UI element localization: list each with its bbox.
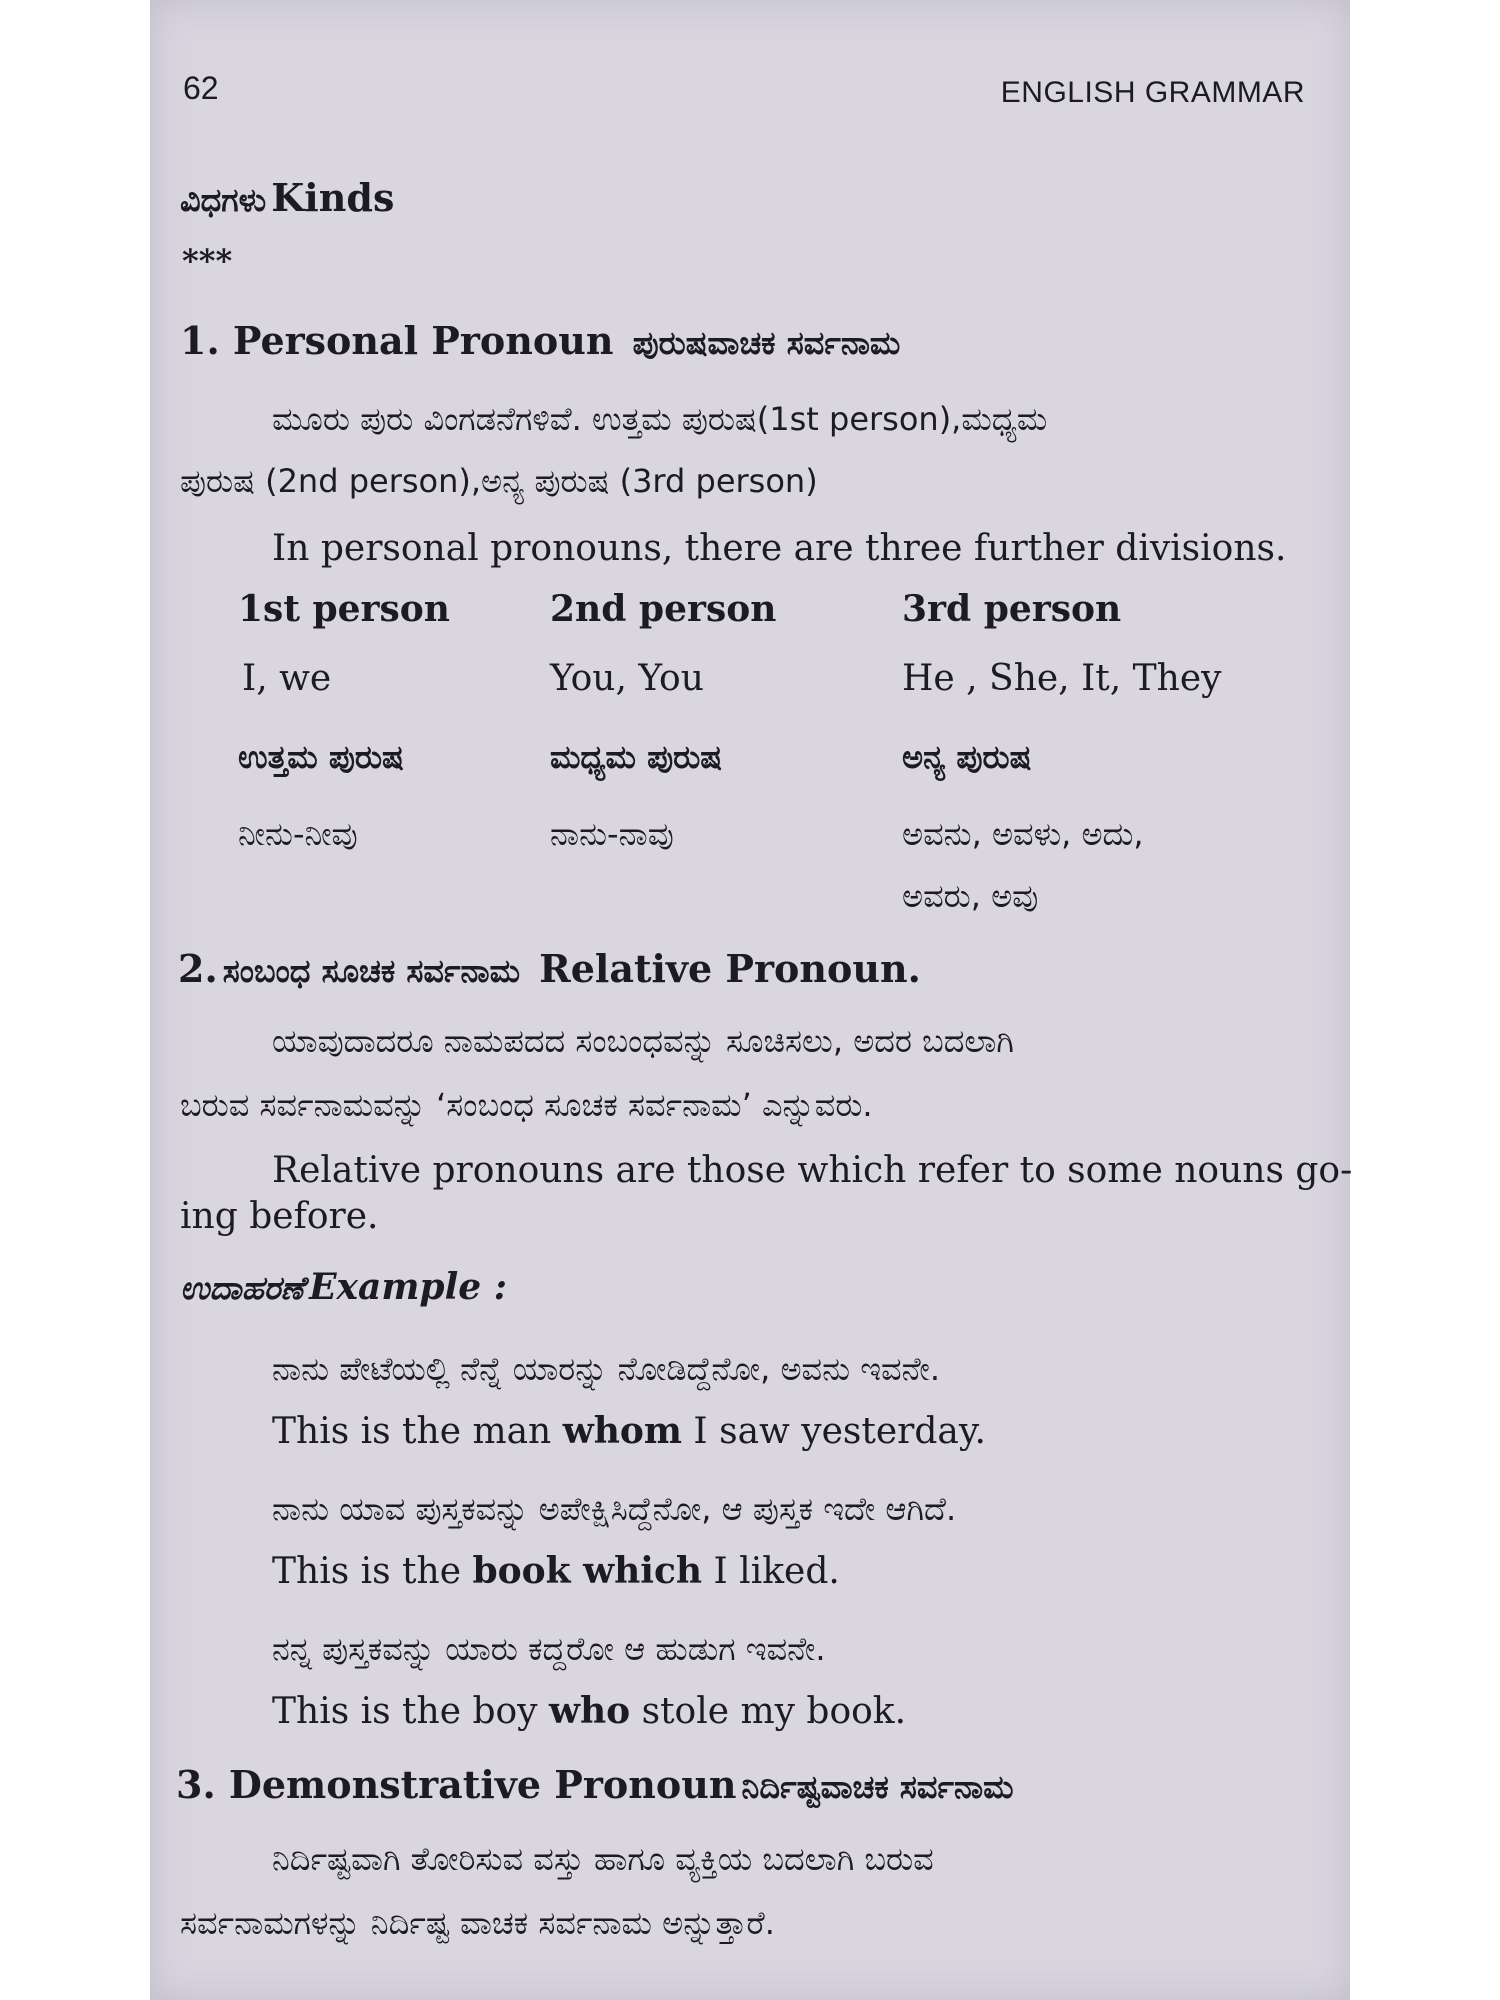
section2-english-line2: ing before. — [180, 1196, 379, 1237]
example2-english-pre: This is the — [272, 1551, 473, 1592]
stars-separator: *** — [182, 242, 233, 280]
example2-english-bold: book which — [472, 1550, 703, 1592]
example2-english — [272, 1550, 840, 1592]
section3-kannada-line1: ನಿರ್ದಿಷ್ಟವಾಗಿ ತೋರಿಸುವ ವಸ್ತು ಹಾಗೂ ವ್ಯಕ್ತಿಯ ಬದಲಾಗಿ ಬರುವ — [272, 1840, 934, 1878]
table-cell-pronoun-3-cont: ಅವರು, ಅವು — [902, 877, 1039, 915]
example3-kannada: ನನ್ನ ಪುಸ್ತಕವನ್ನು ಯಾರು ಕದ್ದರೋ ಆ ಹುಡುಗ ಇವನೇ. — [272, 1630, 826, 1668]
example2-english-post: I liked. — [702, 1551, 840, 1592]
example3-english-bold: who — [548, 1690, 631, 1732]
running-header: ENGLISH GRAMMAR — [1000, 76, 1305, 109]
table-header-3rd: 3rd person — [902, 588, 1122, 630]
example3-english — [272, 1690, 906, 1732]
example2-kannada: ನಾನು ಯಾವ ಪುಸ್ತಕವನ್ನು ಅಪೇಕ್ಷಿಸಿದ್ದೆನೋ, ಆ ಪುಸ್ತಕ ಇದೇ ಆಗಿದೆ. — [272, 1490, 957, 1528]
table-header-2nd: 2nd person — [550, 588, 777, 630]
section2-heading — [178, 946, 921, 991]
example3-english-post: stole my book. — [630, 1691, 907, 1732]
kinds-heading-kannada: ವಿಧಗಳು — [180, 181, 267, 219]
section2-heading-number: 2. — [178, 946, 218, 991]
table-cell-english-2: You, You — [550, 658, 704, 699]
section1-kannada-line1: ಮೂರು ಪುರು ವಿಂಗಡನೆಗಳಿವೆ. ಉತ್ತಮ ಪುರುಷ(1st person),ಮಧ್ಯಮ — [272, 400, 1048, 438]
section1-heading — [180, 318, 900, 363]
section1-heading-english: 1. Personal Pronoun — [180, 318, 614, 363]
example1-kannada: ನಾನು ಪೇಟೆಯಲ್ಲಿ ನೆನ್ನೆ ಯಾರನ್ನು ನೋಡಿದ್ದೆನೋ, ಅವನು ಇವನೇ. — [272, 1350, 941, 1388]
table-cell-english-1: I, we — [242, 658, 332, 699]
example1-english-bold: whom — [562, 1410, 682, 1452]
example-label-english: Example : — [309, 1266, 508, 1308]
table-cell-kannada-2: ಮಧ್ಯಮ ಪುರುಷ — [550, 738, 723, 776]
section3-kannada-line2: ಸರ್ವನಾಮಗಳನ್ನು ನಿರ್ದಿಷ್ಟ ವಾಚಕ ಸರ್ವನಾಮ ಅನ್ನುತ್ತಾರೆ. — [180, 1904, 775, 1942]
example-label — [180, 1266, 507, 1308]
table-cell-english-3: He , She, It, They — [902, 658, 1222, 699]
kinds-heading — [180, 175, 394, 220]
page-number: 62 — [183, 70, 219, 106]
table-cell-pronoun-3: ಅವನು, ಅವಳು, ಅದು, — [902, 815, 1144, 853]
section2-kannada-line1: ಯಾವುದಾದರೂ ನಾಮಪದದ ಸಂಬಂಧವನ್ನು ಸೂಚಿಸಲು, ಅದರ ಬದಲಾಗಿ — [272, 1022, 1014, 1060]
table-cell-kannada-1: ಉತ್ತಮ ಪುರುಷ — [238, 738, 404, 776]
section1-kannada-line2: ಪುರುಷ (2nd person),ಅನ್ಯ ಪುರುಷ (3rd person) — [180, 462, 818, 500]
section2-heading-english: Relative Pronoun. — [539, 946, 921, 991]
section2-english-line1: Relative pronouns are those which refer to some nouns go- — [272, 1150, 1353, 1191]
example3-english-pre: This is the boy — [272, 1691, 549, 1732]
section2-heading-kannada: ಸಂಬಂಧ ಸೂಚಕ ಸರ್ವನಾಮ — [222, 952, 521, 990]
table-cell-kannada-3: ಅನ್ಯ ಪುರುಷ — [902, 738, 1032, 776]
table-cell-pronoun-1: ನೀನು-ನೀವು — [238, 815, 358, 853]
example1-english — [272, 1410, 986, 1452]
section3-heading — [176, 1762, 1014, 1807]
section2-kannada-line2: ಬರುವ ಸರ್ವನಾಮವನ್ನು ‘ಸಂಬಂಧ ಸೂಚಕ ಸರ್ವನಾಮ’ ಎನ್ನುವರು. — [180, 1086, 873, 1124]
example1-english-pre: This is the man — [272, 1411, 563, 1452]
example-label-kannada: ಉದಾಹರಣೆ — [180, 1269, 305, 1307]
section3-heading-kannada: ನಿರ್ದಿಷ್ಟವಾಚಕ ಸರ್ವನಾಮ — [741, 1768, 1014, 1806]
kinds-heading-english: Kinds — [271, 175, 395, 220]
table-header-1st: 1st person — [238, 588, 450, 630]
table-cell-pronoun-2: ನಾನು-ನಾವು — [550, 815, 674, 853]
example1-english-post: I saw yesterday. — [681, 1411, 986, 1452]
section1-heading-kannada: ಪುರುಷವಾಚಕ ಸರ್ವನಾಮ — [632, 324, 901, 362]
section1-english-line: In personal pronouns, there are three further divisions. — [272, 528, 1287, 569]
section3-heading-english: 3. Demonstrative Pronoun — [176, 1762, 737, 1807]
book-page — [150, 0, 1353, 2000]
